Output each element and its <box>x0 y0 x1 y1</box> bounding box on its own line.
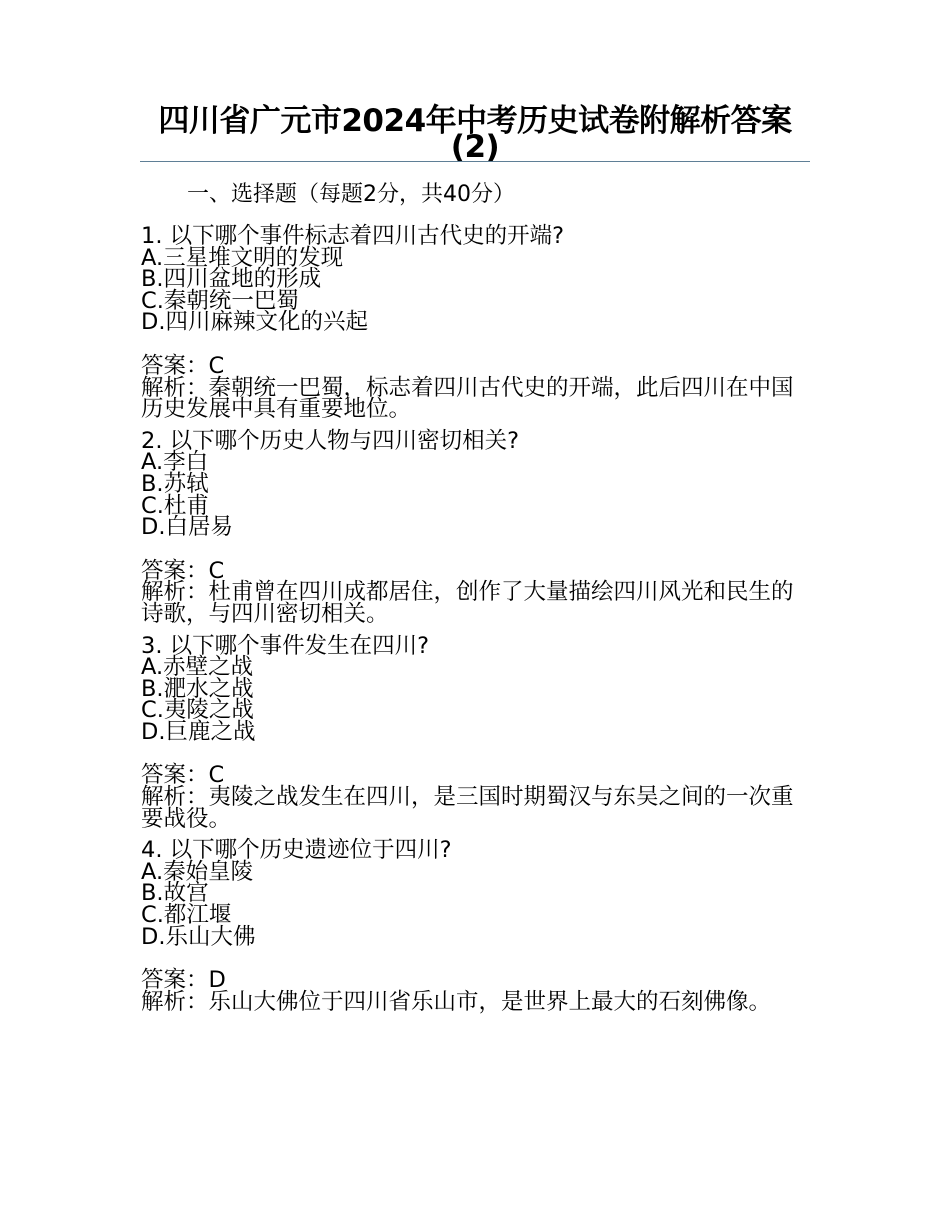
page-title: 四川省广元市2024年中考历史试卷附解析答案(2) <box>158 103 792 165</box>
question-2 <box>141 427 811 627</box>
option-a: A.秦始皇陵 <box>141 858 254 885</box>
option-a: A.李白 <box>141 449 209 476</box>
question-stem: 3. 以下哪个事件发生在四川? <box>141 632 430 659</box>
option-a: A.三星堆文明的发现 <box>141 244 344 271</box>
answer: 答案：C <box>141 762 225 789</box>
answer: 答案：D <box>141 967 226 994</box>
option-a: A.赤壁之战 <box>141 654 254 681</box>
answer: 答案：C <box>141 557 225 584</box>
option-b: B.四川盆地的形成 <box>141 266 322 293</box>
option-c: C.杜甫 <box>141 492 209 519</box>
option-d: D.巨鹿之战 <box>141 718 256 745</box>
option-c: C.都江堰 <box>141 902 232 929</box>
option-c: C.秦朝统一巴蜀 <box>141 287 299 314</box>
question-1 <box>141 223 811 423</box>
analysis: 解析：杜甫曾在四川成都居住，创作了大量描绘四川风光和民生的诗歌，与四川密切相关。 <box>141 579 794 627</box>
option-c: C.夷陵之战 <box>141 697 254 724</box>
option-b: B.故宫 <box>141 880 209 907</box>
question-3 <box>141 632 811 832</box>
question-stem: 4. 以下哪个历史遗迹位于四川? <box>141 837 452 864</box>
analysis: 解析：乐山大佛位于四川省乐山市，是世界上最大的石刻佛像。 <box>141 988 772 1015</box>
analysis: 解析：秦朝统一巴蜀，标志着四川古代史的开端，此后四川在中国历史发展中具有重要地位。 <box>141 374 794 423</box>
title-divider <box>140 161 810 162</box>
answer: 答案：C <box>141 352 225 379</box>
option-b: B.苏轼 <box>141 470 209 497</box>
section-heading: 一、选择题（每题2分，共40分） <box>187 182 515 207</box>
question-stem: 1. 以下哪个事件标志着四川古代史的开端? <box>141 223 565 249</box>
analysis: 解析：夷陵之战发生在四川，是三国时期蜀汉与东吴之间的一次重要战役。 <box>141 784 794 832</box>
option-d: D.乐山大佛 <box>141 923 256 950</box>
option-d: D.白居易 <box>141 514 233 541</box>
question-stem: 2. 以下哪个历史人物与四川密切相关? <box>141 427 520 454</box>
question-list <box>141 223 811 1023</box>
option-b: B.淝水之战 <box>141 675 254 702</box>
option-d: D.四川麻辣文化的兴起 <box>141 309 368 336</box>
question-4 <box>141 837 811 1015</box>
